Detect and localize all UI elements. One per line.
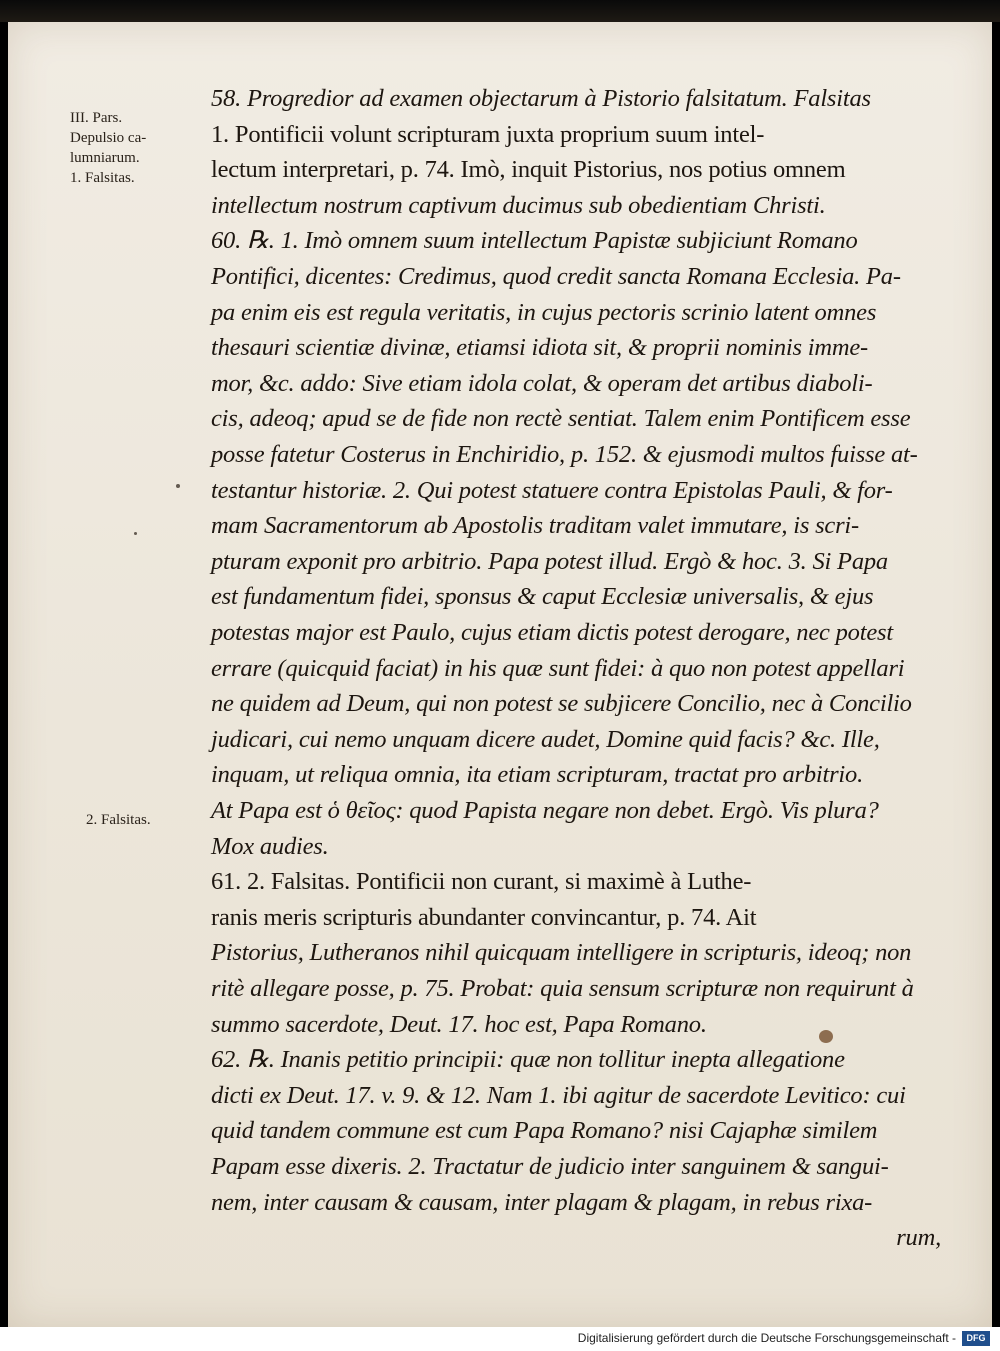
margin-note-line: III. Pars. (70, 110, 123, 126)
text-line: At Papa est ὁ θεῖος: quod Papista negare non debet. Ergò. Vis plura? (211, 797, 879, 824)
text-line: 62. ℞. Inanis petitio principii: quæ non tollitur inepta allegatione (211, 1046, 845, 1074)
dfg-logo: DFG (962, 1331, 990, 1346)
text-line: pturam exponit pro arbitrio. Papa potest illud. Ergò & hoc. 3. Si Papa (211, 547, 888, 575)
text-line: 61. 2. Falsitas. Pontificii non curant, si maximè à Luthe- (211, 868, 752, 896)
book-page (8, 22, 992, 1327)
text-line: errare (quicquid faciat) in his quæ sunt fidei: à quo non potest appellari (211, 654, 905, 682)
ink-speck (176, 484, 180, 488)
text-line: ritè allegare posse, p. 75. Probat: quia sensum scripturæ non requirunt à (211, 975, 914, 1002)
text-line: thesauri scientiæ divinæ, etiamsi idiota sit, & proprii nominis imme- (211, 334, 868, 362)
text-line: Papam esse dixeris. 2. Tractatur de judicio inter sanguinem & sangui- (211, 1153, 889, 1180)
text-line: judicari, cui nemo unquam dicere audet, Domine quid facis? &c. Ille, (211, 725, 880, 753)
text-line: mam Sacramentorum ab Apostolis traditam valet immutare, is scri- (211, 512, 859, 540)
text-line: pa enim eis est regula veritatis, in cujus pectoris scrinio latent omnes (211, 298, 877, 326)
ink-speck (134, 532, 137, 535)
text-line: Pistorius, Lutheranos nihil quicquam intelligere in scripturis, ideoq; non (211, 939, 912, 967)
text-line: mor, &c. addo: Sive etiam idola colat, & operam det artibus diaboli- (211, 369, 873, 397)
text-line: inquam, ut reliqua omnia, ita etiam scripturam, tractat pro arbitrio. (211, 761, 864, 789)
text-line: posse fatetur Costerus in Enchiridio, p. 152. & ejusmodi multos fuisse at- (211, 441, 918, 468)
text-line: Mox audies. (211, 832, 329, 860)
text-line: intellectum nostrum captivum ducimus sub obedientiam Christi. (211, 191, 826, 219)
scan-top-edge (0, 0, 1000, 22)
text-line: 58. Progredior ad examen objectarum à Pistorio falsitatum. Falsitas (211, 85, 871, 112)
footer-credit-text: Digitalisierung gefördert durch die Deutsche Forschungsgemeinschaft - (577, 1331, 956, 1345)
digitization-footer (0, 1327, 1000, 1351)
margin-note-line: 2. Falsitas. (86, 812, 151, 828)
text-line: quid tandem commune est cum Papa Romano? nisi Cajaphæ similem (211, 1117, 878, 1145)
text-line: rum, (896, 1224, 941, 1252)
margin-note-line: 1. Falsitas. (70, 170, 135, 186)
text-line: 1. Pontificii volunt scripturam juxta proprium suum intel- (211, 120, 765, 148)
text-line: ranis meris scripturis abundanter convincantur, p. 74. Ait (211, 903, 757, 931)
text-line: ne quidem ad Deum, qui non potest se subjicere Concilio, nec à Concilio (211, 690, 912, 718)
text-line: potestas major est Paulo, cujus etiam dictis potest derogare, nec potest (211, 619, 893, 646)
margin-note-line: Depulsio ca- (70, 130, 147, 146)
margin-note-line: lumniarum. (70, 150, 140, 166)
margin-note-pars-iii (70, 108, 190, 188)
text-line: dicti ex Deut. 17. v. 9. & 12. Nam 1. ibi agitur de sacerdote Levitico: cui (211, 1081, 906, 1109)
margin-note-falsitas-2 (86, 810, 206, 830)
text-line: lectum interpretari, p. 74. Imò, inquit Pistorius, nos potius omnem (211, 156, 846, 184)
text-line: nem, inter causam & causam, inter plagam & plagam, in rebus rixa- (211, 1188, 873, 1216)
text-line: testantur historiæ. 2. Qui potest statuere contra Epistolas Pauli, & for- (211, 476, 893, 504)
text-line: Pontifici, dicentes: Credimus, quod credit sancta Romana Ecclesia. Pa- (211, 263, 901, 290)
text-line: 60. ℞. 1. Imò omnem suum intellectum Papistæ subjiciunt Romano (211, 227, 858, 255)
text-line: summo sacerdote, Deut. 17. hoc est, Papa Romano. (211, 1010, 707, 1038)
text-line: est fundamentum fidei, sponsus & caput Ecclesiæ universalis, & ejus (211, 583, 874, 611)
text-line: cis, adeoq; apud se de fide non rectè sentiat. Talem enim Pontificem esse (211, 405, 911, 433)
